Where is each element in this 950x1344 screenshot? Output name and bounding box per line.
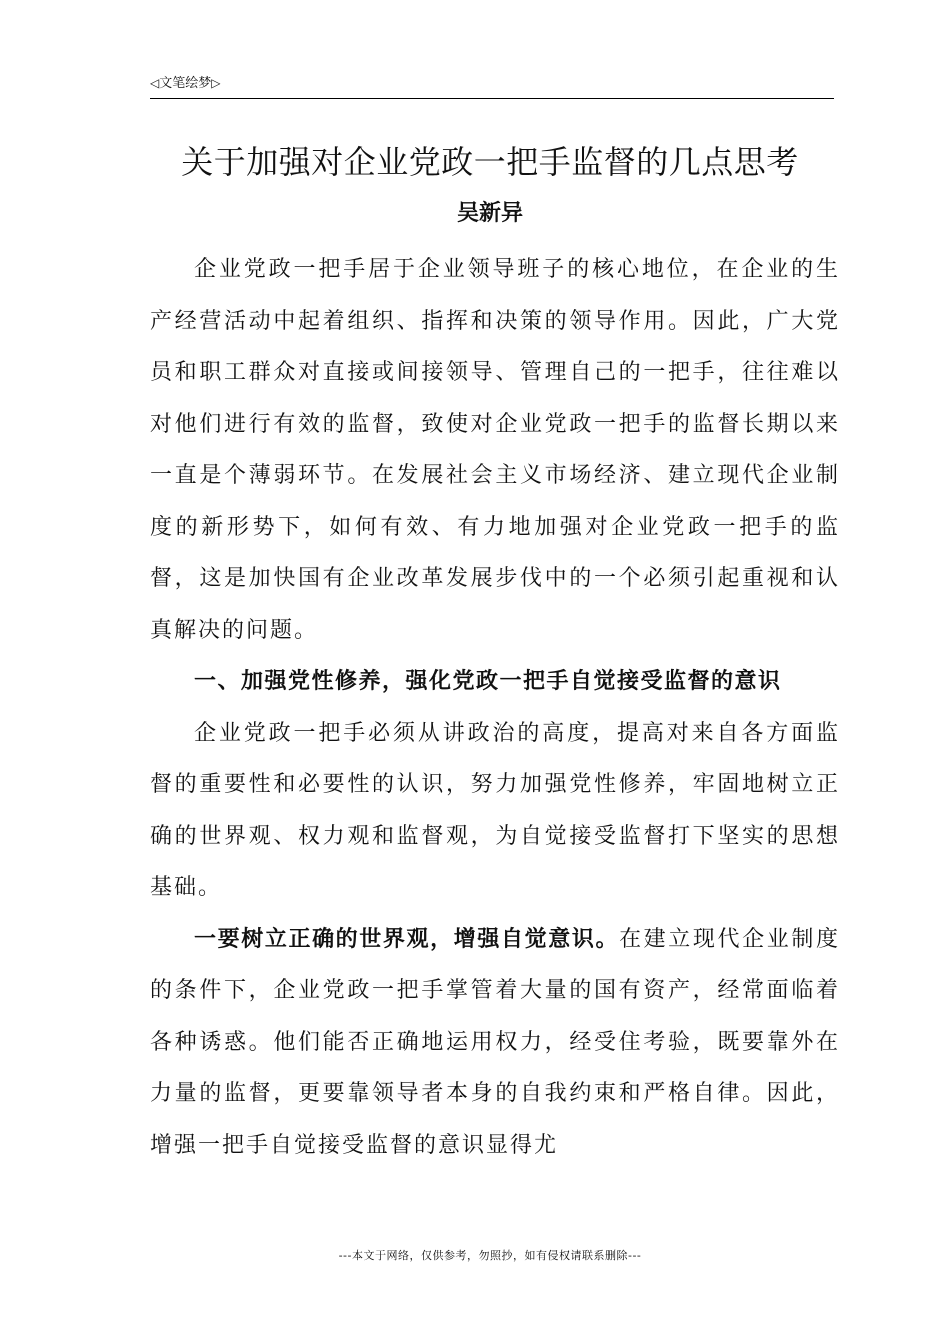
section-heading: 一、加强党性修养，强化党政一把手自觉接受监督的意识 (194, 669, 782, 694)
section-paragraph: 企业党政一把手必须从讲政治的高度，提高对来自各方面监督的重要性和必要性的认识，努力加强党性修养，牢固地树立正确的世界观、权力观和监督观，为自觉接受监督打下坚实的思想基础。 (150, 720, 840, 900)
header-brand: 文笔绘梦 (159, 76, 212, 91)
page-footer: ---本文于网络，仅供参考，勿照抄，如有侵权请联系删除--- (338, 1249, 642, 1262)
right-triangle-icon: ▷ (211, 76, 221, 90)
page-header (150, 72, 834, 99)
document-title: 关于加强对企业党政一把手监督的几点思考 (181, 143, 799, 181)
document-author: 吴新异 (456, 201, 523, 226)
point-text: 在建立现代企业制度的条件下，企业党政一把手掌管着大量的国有资产，经常面临着各种诱惑。他们能否正确地运用权力，经受住考验，既要靠外在力量的监督，更要靠领导者本身的自我约束和严格自律。因此，增强一把手自觉接受监督的意识显得尤 (150, 926, 840, 1158)
point-paragraph (150, 914, 840, 1172)
point-lead: 一要树立正确的世界观，增强自觉意识。 (194, 926, 620, 952)
left-triangle-icon: ◁ (150, 76, 160, 90)
document-body (150, 244, 840, 1171)
intro-paragraph: 企业党政一把手居于企业领导班子的核心地位，在企业的生产经营活动中起着组织、指挥和决策的领导作用。因此，广大党员和职工群众对直接或间接领导、管理自己的一把手，往往难以对他们进行有效的监督，致使对企业党政一把手的监督长期以来一直是个薄弱环节。在发展社会主义市场经济、建立现代企业制度的新形势下，如何有效、有力地加强对企业党政一把手的监督，这是加快国有企业改革发展步伐中的一个必须引起重视和认真解决的问题。 (150, 257, 840, 643)
